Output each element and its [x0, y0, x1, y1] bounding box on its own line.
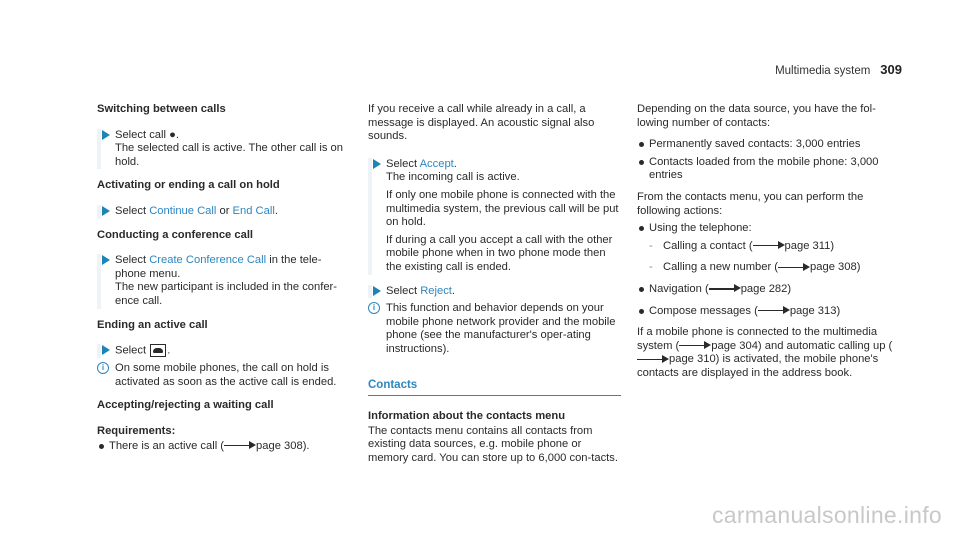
actions-intro: From the contacts menu, you can perform the following actions:	[637, 190, 864, 217]
list-item	[637, 305, 899, 319]
watermark-text: carmanualsonline.info	[711, 502, 942, 529]
page-ref-arrow-icon	[679, 341, 711, 350]
heading-activating-hold: Activating or ending a call on hold	[97, 179, 280, 192]
heading-conference: Conducting a conference call	[97, 228, 254, 241]
page-ref[interactable]: page 308)	[810, 261, 861, 274]
step-reject	[368, 285, 621, 299]
accept-link[interactable]: Accept	[419, 157, 454, 170]
phone-hangup-icon	[150, 344, 166, 357]
list-item-text: Permanently saved contacts: 3,000 entries	[649, 138, 861, 151]
page-number: 309	[880, 62, 902, 77]
list-item-text: Using the telephone:	[649, 222, 752, 235]
list-item	[637, 283, 899, 297]
step-arrow-icon	[102, 345, 110, 355]
requirement-item	[97, 440, 347, 454]
step-bar	[368, 285, 386, 299]
note-text: If a mobile phone is connected to the multimedia system (	[637, 326, 878, 352]
step-bar	[97, 205, 115, 219]
incoming-intro: If you receive a call while already in a call, a message is displayed. An acoustic signal also sounds.	[368, 103, 595, 143]
step-period: .	[167, 344, 171, 357]
step-desc: The new participant is included in the confer-ence call.	[115, 281, 338, 307]
page-ref[interactable]: page 304) and automatic calling up (	[711, 339, 893, 352]
page-ref-arrow-icon	[753, 241, 785, 250]
sub-dash: -	[649, 239, 653, 252]
info-text: This function and behavior depends on your mobile phone network provider and the mobile phone (see the manufacturer's oper-ating instructions).	[386, 302, 616, 355]
step-arrow-icon	[102, 255, 110, 265]
step-arrow-icon	[102, 206, 110, 216]
step-conference	[97, 254, 347, 308]
reject-link[interactable]: Reject	[420, 284, 452, 297]
continue-call-link[interactable]: Continue Call	[149, 204, 217, 217]
heading-switching-calls: Switching between calls	[97, 103, 226, 115]
requirements-title: Requirements:	[97, 424, 176, 437]
column-left	[97, 103, 347, 457]
page-ref[interactable]: page 313)	[789, 304, 841, 317]
list-item-text	[649, 305, 840, 319]
bullet-dot-icon	[637, 283, 649, 297]
step-period: .	[453, 157, 457, 170]
step-bar	[97, 129, 115, 170]
heading-contacts-info: Information about the contacts menu	[368, 410, 566, 423]
sub-text: Calling a new number (	[663, 261, 779, 274]
connection-note	[637, 326, 899, 380]
sub-dash: -	[649, 261, 653, 274]
step-text	[115, 205, 347, 219]
step-period: .	[175, 128, 179, 141]
info-icon-wrap	[368, 302, 386, 356]
heading-accepting: Accepting/rejecting a waiting call	[97, 399, 274, 412]
step-arrow-icon	[102, 130, 110, 140]
list-item-text: Contacts loaded from the mobile phone: 3,000 entries	[649, 155, 879, 182]
bullet-dot-icon	[637, 305, 649, 319]
step-arrow-icon	[373, 159, 381, 169]
item-text: Compose messages (	[649, 304, 758, 317]
bullet-dot-icon	[637, 222, 649, 236]
step-select-call	[97, 129, 347, 170]
bullet-dot-icon	[637, 156, 649, 183]
page-ref-arrow-icon	[637, 355, 669, 364]
section-title: Multimedia system	[775, 65, 871, 77]
step-bar	[97, 254, 115, 308]
step-accept	[368, 158, 621, 275]
sub-item	[649, 261, 899, 275]
list-item-text	[649, 283, 791, 297]
contacts-heading: Contacts	[368, 379, 621, 397]
step-arrow-icon	[373, 286, 381, 296]
step-label: Select call	[115, 128, 166, 141]
step-desc: The incoming call is active.	[386, 171, 520, 184]
step-bar	[97, 344, 115, 358]
page-ref[interactable]: page 311)	[784, 239, 835, 252]
info-icon: i	[368, 302, 380, 314]
heading-ending-call: Ending an active call	[97, 318, 208, 331]
list-item	[637, 138, 899, 152]
step-desc: in the tele-phone menu.	[115, 254, 322, 280]
step-or: or	[219, 204, 230, 217]
step-text	[115, 129, 347, 170]
page-ref-arrow-icon	[758, 306, 790, 315]
sub-item-text	[663, 240, 834, 254]
step-continue-end	[97, 205, 347, 219]
step-label: Select	[115, 254, 147, 267]
req-text: There is an active call (	[109, 439, 225, 452]
page-ref[interactable]: page 282)	[740, 282, 792, 295]
page-header	[775, 63, 902, 79]
end-call-link[interactable]: End Call	[232, 204, 275, 217]
step-desc: If during a call you accept a call with the other mobile phone when in two phone mode then the existing call is ended.	[386, 233, 613, 273]
item-text: Navigation (	[649, 282, 709, 295]
step-desc: If only one mobile phone is connected with the multimedia system, the previous call will be put on hold.	[386, 188, 619, 229]
page-ref-arrow-icon	[778, 263, 810, 272]
list-item	[637, 156, 899, 183]
list-item	[637, 222, 899, 236]
page-ref[interactable]: page 308).	[256, 439, 310, 452]
step-label: Select	[115, 344, 147, 357]
step-period: .	[451, 284, 456, 297]
step-text	[115, 344, 347, 358]
info-icon-wrap	[97, 362, 115, 389]
page-ref-arrow-icon	[224, 441, 256, 450]
step-label: Select	[386, 284, 418, 297]
step-text	[386, 285, 621, 299]
column-right	[637, 103, 899, 381]
sub-text: Calling a contact (	[663, 239, 753, 252]
page-ref-arrow-icon	[709, 284, 741, 293]
page-ref[interactable]: page 310) is activated, the mobile phone's contacts are displayed in the address book.	[637, 353, 879, 379]
step-end-call	[97, 344, 347, 358]
step-label: Select	[115, 204, 147, 217]
step-text	[115, 254, 347, 308]
call-dot-icon: ●	[169, 128, 176, 141]
step-period: .	[274, 204, 278, 217]
sub-item	[649, 240, 899, 254]
contacts-info-text: The contacts menu contains all contacts from existing data sources, e.g. mobile phone or memory card. You can store up to 6,000 con-tacts.	[368, 424, 618, 464]
step-text	[386, 158, 621, 275]
step-label: Select	[386, 157, 418, 170]
contacts-count-intro: Depending on the data source, you have the fol-lowing number of contacts:	[637, 103, 876, 129]
bullet-dot-icon	[97, 440, 109, 454]
info-note	[368, 302, 621, 356]
bullet-dot-icon	[637, 138, 649, 152]
info-note	[97, 362, 347, 389]
sub-item-text	[663, 261, 860, 275]
info-text: On some mobile phones, the call on hold is activated as soon as the active call is ended.	[115, 362, 337, 388]
step-bar	[368, 158, 386, 275]
step-desc: The selected call is active. The other call is on hold.	[115, 142, 344, 168]
requirement-text	[109, 440, 310, 454]
column-middle	[368, 103, 621, 465]
create-conference-call-link[interactable]: Create Conference Call	[149, 254, 267, 267]
info-icon: i	[97, 362, 109, 374]
